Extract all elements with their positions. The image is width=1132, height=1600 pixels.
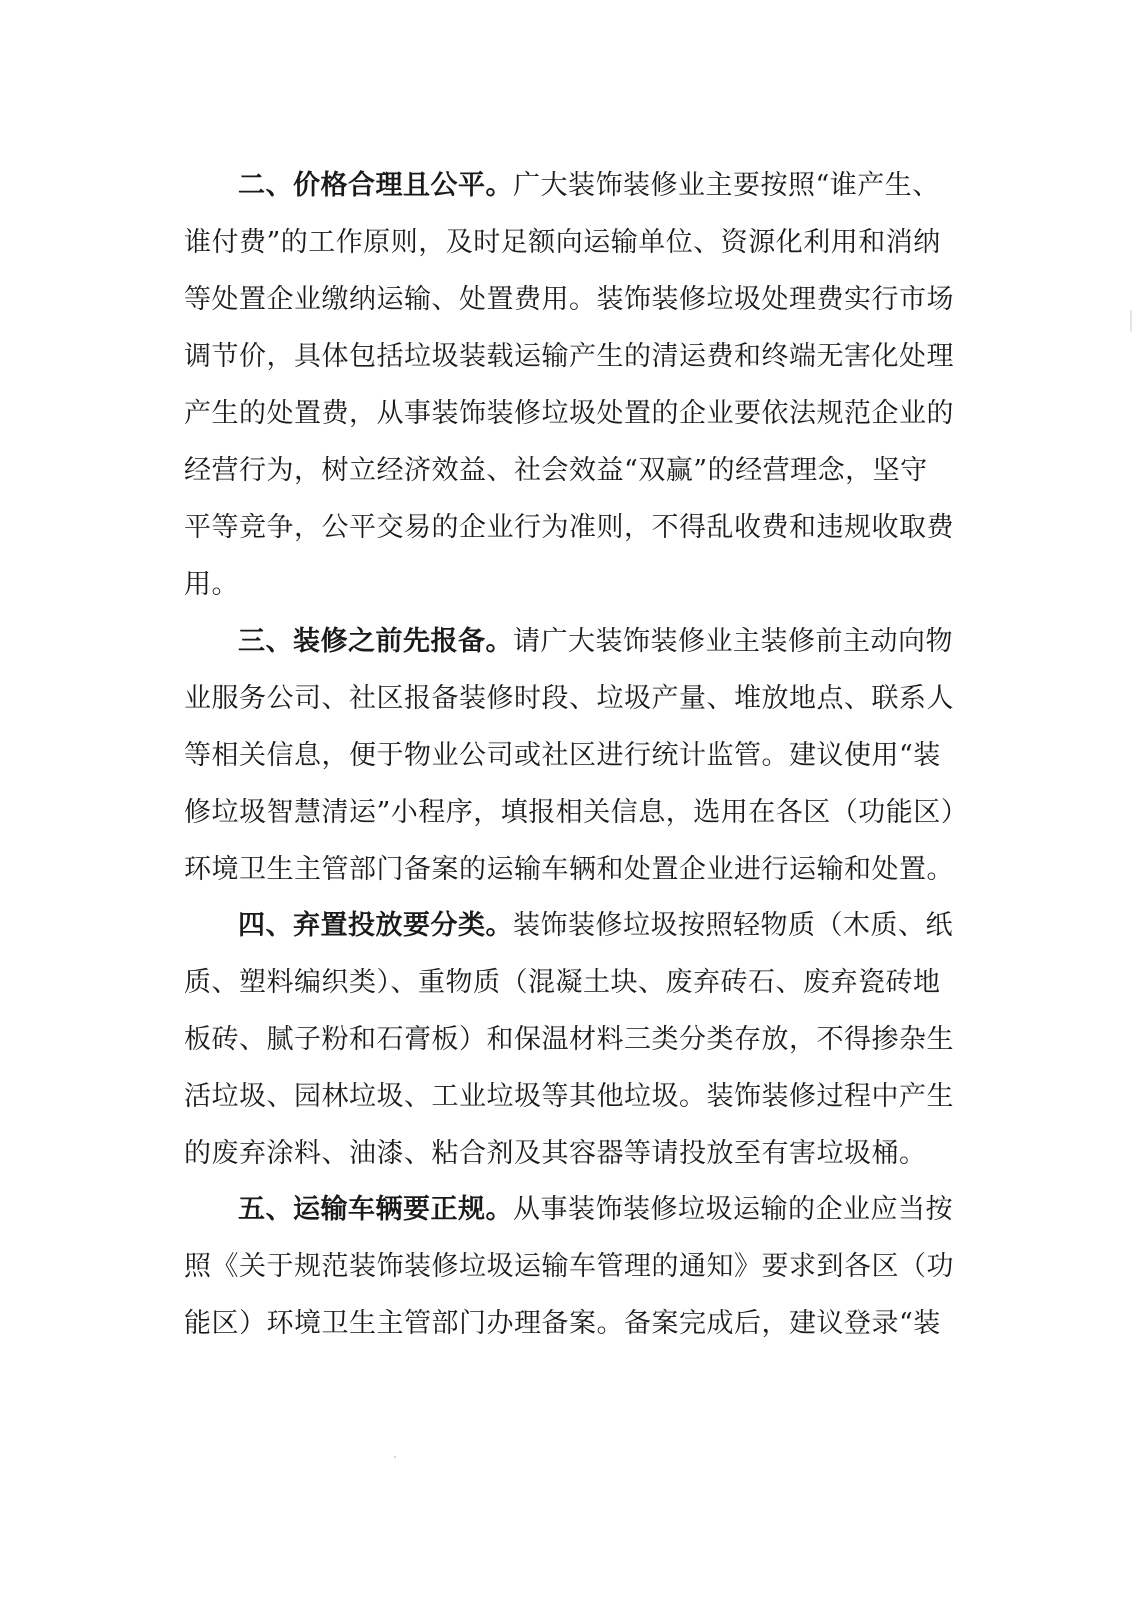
section-heading: 二、价格合理且公平。 <box>238 170 513 201</box>
paragraph-first-line <box>238 908 953 944</box>
scan-speck <box>394 1456 396 1458</box>
paragraph-line: 板砖、腻子粉和石膏板）和保温材料三类分类存放，不得掺杂生 <box>184 1024 954 1055</box>
paragraph-text: 广大装饰装修业主要按照“谁产生、 <box>513 170 940 201</box>
paragraph-line: 经营行为，树立经济效益、社会效益“双赢”的经营理念，坚守 <box>184 455 928 486</box>
paragraph-first-line <box>238 624 953 660</box>
paragraph-line: 修垃圾智慧清运”小程序，填报相关信息，选用在各区（功能区） <box>184 797 969 828</box>
paragraph-line: 的废弃涂料、油漆、粘合剂及其容器等请投放至有害垃圾桶。 <box>184 1138 927 1169</box>
paragraph-line: 用。 <box>184 569 239 600</box>
paragraph-first-line <box>238 168 940 204</box>
paragraph-line: 环境卫生主管部门备案的运输车辆和处置企业进行运输和处置。 <box>184 854 954 885</box>
paragraph-line: 谁付费”的工作原则，及时足额向运输单位、资源化利用和消纳 <box>184 227 941 258</box>
paragraph-line: 能区）环境卫生主管部门办理备案。备案完成后，建议登录“装 <box>184 1308 941 1339</box>
paragraph-line: 产生的处置费，从事装饰装修垃圾处置的企业要依法规范企业的 <box>184 398 954 429</box>
paragraph-line: 业服务公司、社区报备装修时段、垃圾产量、堆放地点、联系人 <box>184 683 954 714</box>
paragraph-line: 照《关于规范装饰装修垃圾运输车管理的通知》要求到各区（功 <box>184 1251 954 1282</box>
paragraph-line: 调节价，具体包括垃圾装载运输产生的清运费和终端无害化处理 <box>184 341 954 372</box>
paragraph-line: 质、塑料编织类）、重物质（混凝土块、废弃砖石、废弃瓷砖地 <box>184 967 941 998</box>
paragraph-first-line <box>238 1192 953 1228</box>
paragraph-line: 等处置企业缴纳运输、处置费用。装饰装修垃圾处理费实行市场 <box>184 284 954 315</box>
paragraph-text: 装饰装修垃圾按照轻物质（木质、纸 <box>513 910 953 941</box>
paragraph-text: 请广大装饰装修业主装修前主动向物 <box>513 626 953 657</box>
section-heading: 四、弃置投放要分类。 <box>238 910 513 941</box>
paragraph-line: 活垃圾、园林垃圾、工业垃圾等其他垃圾。装饰装修过程中产生 <box>184 1081 954 1112</box>
section-heading: 三、装修之前先报备。 <box>238 626 513 657</box>
paragraph-text: 从事装饰装修垃圾运输的企业应当按 <box>513 1194 953 1225</box>
paragraph-line: 等相关信息，便于物业公司或社区进行统计监管。建议使用“装 <box>184 740 941 771</box>
section-heading: 五、运输车辆要正规。 <box>238 1194 513 1225</box>
paragraph-line: 平等竞争，公平交易的企业行为准则，不得乱收费和违规收取费 <box>184 512 954 543</box>
